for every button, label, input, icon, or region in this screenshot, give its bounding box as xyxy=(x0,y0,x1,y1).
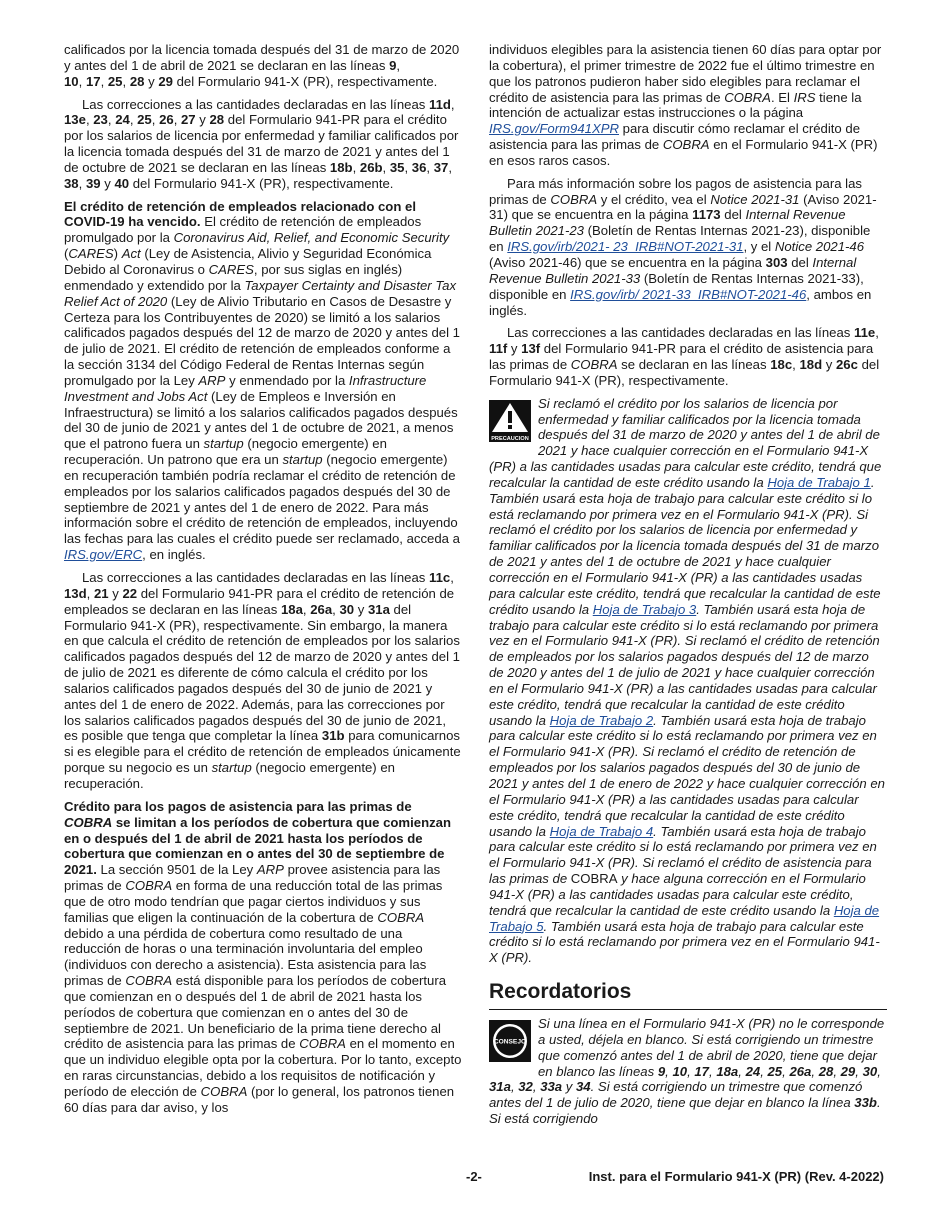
link-worksheet-1[interactable]: Hoja de Trabajo 1 xyxy=(767,474,871,490)
tip-icon-label: CONSEJO xyxy=(493,1038,527,1046)
link-form941xpr[interactable]: IRS.gov/Form941XPR xyxy=(489,121,619,137)
heading-erc: El crédito de retención de empleados relacionado con el COVID-19 ha vencido. xyxy=(64,198,416,230)
paragraph-right-3: Las correcciones a las cantidades declaradas en las líneas 11e, 11f y 13f del Formulario 941-PR para el crédito de asistencia para las primas de COBRA se declaran en las líneas 18c, 18d y 26c del Formulario 941-X (PR), respectivamente. xyxy=(489,325,880,388)
link-worksheet-3[interactable]: Hoja de Trabajo 3 xyxy=(592,601,697,617)
tip-note xyxy=(489,1016,887,1127)
paragraph-right-2: Para más información sobre los pagos de asistencia para las primas de COBRA y el crédito, vea el Notice 2021-31 (Aviso 2021-31) que se encuentra en la página 1173 del Internal Revenue Bulletin 2021-23 (Boletín de Rentas Internas 2021-23), disponible en IRS.gov/irb/2021- 23_IRB#NOT-2021-31, y el Notice 2021-46 (Aviso 2021-46) que se encuentra en la página 303 del Internal Revenue Bulletin 2021-33 (Boletín de Rentas Internas 2021-33), disponible en IRS.gov/irb/ 2021-33_IRB#NOT-2021-46, ambos en inglés. xyxy=(489,175,877,318)
paragraph-left-4: Las correcciones a las cantidades declaradas en las líneas 11c, 13d, 21 y 22 del Formulario 941-PR para el crédito de retención de empleados se declaran en las líneas 18a, 26a, 30 y 31a del Formulario 941-X (PR), respectivamente. Sin embargo, la manera en que calcula el crédito de retención de empleados por los salarios calificados pagados después del 12 de marzo de 2020 y antes del 1 de julio de 2021 es diferente de cómo calcula el crédito por los salarios calificados pagados después del 30 de junio de 2021 y antes del 1 de enero de 2022. Además, para las correcciones por los salarios calificados pagados después del 30 de junio de 2021, es posible que tenga que completar la línea 31b para comunicarnos si es elegible para el crédito de retención de empleados únicamente porque su negocio es un startup (negocio emergente) en recuperación. xyxy=(64,570,461,791)
link-worksheet-2[interactable]: Hoja de Trabajo 2 xyxy=(549,712,654,728)
paragraph-left-erc: El crédito de retención de empleados relacionado con el COVID-19 ha vencido. El crédito de retención de empleados promulgado por la Coronavirus Aid, Relief, and Economic Security (CARES) Act (Ley de Asistencia, Alivio y Seguridad Económica Debido al Coronavirus o CARES, por sus siglas en inglés) enmendado y extendido por la Taxpayer Certainty and Disaster Tax Relief Act of 2020 (Ley de Alivio Tributario en Casos de Desastre y Certeza para los Contribuyentes de 2020) se limitó a los salarios calificados pagados después del 12 de marzo de 2020 y antes del 1 de julio de 2021. El crédito de retención de empleados conforme a la sección 3134 del Código Federal de Rentas Internas según promulgado por la Ley ARP y enmendado por la Infrastructure Investment and Jobs Act (Ley de Empleos e Inversión en Infraestructura) se limitó a los salarios calificados pagados después del 30 de junio de 2021 y antes del 1 de octubre de 2021, a menos que el patrono fuera un startup (negocio emergente) en recuperación. Un patrono que era un startup (negocio emergente) en recuperación también podría reclamar el crédito de retención de empleados por los salarios calificados pagados después del 30 de septiembre de 2021 y antes del 1 de enero de 2022. Para más información sobre el crédito de retención de empleados, incluyendo las fechas para las cuales el crédito puede ser reclamado, acceda a IRS.gov/ERC, en inglés. xyxy=(64,198,460,563)
right-column xyxy=(489,42,887,1127)
link-worksheet-4[interactable]: Hoja de Trabajo 4 xyxy=(549,823,654,839)
paragraph-right-1: individuos elegibles para la asistencia tienen 60 días para optar por la cobertura), el primer trimestre de 2022 fue el último trimestre en que los patronos pudieron haber sido elegibles para reclamar el crédito de asistencia para las primas de COBRA. El IRS tiene la intención de actualizar estas instrucciones o la página IRS.gov/Form941XPR para discutir cómo reclamar el crédito de asistencia para las primas de COBRA en el Formulario 941-X (PR) en esos raros casos. xyxy=(489,42,882,168)
caution-icon-label: PRECAUCION xyxy=(491,435,529,442)
left-column xyxy=(64,42,462,1123)
tip-icon xyxy=(489,1020,531,1062)
heading-cobra: Crédito para los pagos de asistencia para las primas de COBRA se limitan a los períodos de cobertura que comienzan en o después del 1 de abril de 2021 hasta los períodos de cobertura que comienzan en o antes del 30 de septiembre de 2021. xyxy=(64,798,452,878)
caution-text: Si reclamó el crédito por los salarios de licencia por enfermedad y familiar calificados por la licencia tomada después del 31 de marzo de 2020 y antes del 1 de abril de 2021 y hace cualquier corrección en el Formulario 941-X (PR) a las cantidades usadas para calcular este crédito, tendrá que recalcular la cantidad de este crédito usando la Hoja de Trabajo 1. También usará esta hoja de trabajo para calcular este crédito si lo está reclamando por primera vez en el Formulario 941-X (PR). Si reclamó el crédito por los salarios de licencia por enfermedad y familiar calificados por la licencia tomada después del 31 de marzo de 2021 y antes del 1 de octubre de 2021 y hace cualquier corrección en el Formulario 941-X (PR) a las cantidades usadas para calcular este crédito, tendrá que recalcular la cantidad de este crédito usando la Hoja de Trabajo 3. También usará esta hoja de trabajo para calcular este crédito si lo está reclamando por primera vez en el Formulario 941-X (PR). Si reclamó el crédito de retención de empleados por los salarios pagados después del 12 de marzo de 2020 y antes del 1 de julio de 2021 y hace cualquier corrección en el Formulario 941-X (PR) a las cantidades usadas para calcular este crédito, tendrá que recalcular la cantidad de este crédito usando la Hoja de Trabajo 2. También usará esta hoja de trabajo para calcular este crédito si lo está reclamando por primera vez en el Formulario 941-X (PR). Si reclamó el crédito de retención de empleados por los salarios pagados después del 30 de junio de 2021 y antes del 1 de enero de 2022 y hace cualquier corrección en el Formulario 941-X (PR) a las cantidades usadas para calcular este crédito, tendrá que recalcular la cantidad de este crédito usando la Hoja de Trabajo 4. También usará esta hoja de trabajo para calcular este crédito si lo está reclamando por primera vez en el Formulario 941-X (PR). Si reclamó el crédito de asistencia para las primas de COBRA y hace alguna corrección en el Formulario 941-X (PR) a las cantidades usadas para calcular este crédito, tendrá que recalcular la cantidad de este crédito usando la Hoja de Trabajo 5. También usará esta hoja de trabajo para calcular este crédito si lo está reclamando por primera vez en el Formulario 941-X (PR). xyxy=(489,395,885,966)
link-irb-2021-23[interactable]: IRS.gov/irb/2021- 23_IRB#NOT-2021-31 xyxy=(507,239,744,255)
link-irs-erc[interactable]: IRS.gov/ERC xyxy=(64,547,143,563)
link-irb-2021-33[interactable]: IRS.gov/irb/ 2021-33_IRB#NOT-2021-46 xyxy=(570,286,807,302)
paragraph-left-cobra: Crédito para los pagos de asistencia para las primas de COBRA se limitan a los períodos de cobertura que comienzan en o después del 1 de abril de 2021 hasta los períodos de cobertura que comienzan en o antes del 30 de septiembre de 2021. La sección 9501 de la Ley ARP provee asistencia para las primas de COBRA en forma de una reducción total de las primas que de otro modo tendrían que pagar ciertos individuos y sus familias que eligen la continuación de la cobertura de COBRA debido a una pérdida de cobertura como resultado de una reducción de horas o una terminación involuntaria del empleo (individuos con derecho a asistencia). Esta asistencia para las primas de COBRA está disponible para los períodos de cobertura que comienzan en o después del 1 de abril de 2021 hasta los períodos de cobertura que comienzan en o antes del 30 de septiembre de 2021. Un beneficiario de la prima tiene derecho al crédito de asistencia para las primas de COBRA en el momento en que un individuo elegible opta por la cobertura. Por lo tanto, excepto en raras circunstancias, debido a los requisitos de notificación y período de elección de COBRA (por lo general, los patronos tienen 60 días para dar aviso, y los xyxy=(64,798,462,1115)
caution-icon xyxy=(489,400,531,442)
paragraph-left-2: Las correcciones a las cantidades declaradas en las líneas 11d, 13e, 23, 24, 25, 26, 27 y 28 del Formulario 941-PR para el crédito por los salarios de licencia por enfermedad y familiar calificados por la licencia tomada después del 31 de marzo de 2021 y antes del 1 de octubre de 2021 se declaran en las líneas 18b, 26b, 35, 36, 37, 38, 39 y 40 del Formulario 941-X (PR), respectivamente. xyxy=(64,96,459,191)
page-number: -2- xyxy=(466,1169,482,1184)
footer-title: Inst. para el Formulario 941-X (PR) (Rev. 4-2022) xyxy=(588,1169,884,1184)
tip-text: Si una línea en el Formulario 941-X (PR) no le corresponde a usted, déjela en blanco. Si está corrigiendo un trimestre que comenzó antes del 1 de abril de 2020, tiene que dejar en blanco las líneas 9, 10, 17, 18a, 24, 25, 26a, 28, 29, 30, 31a, 32, 33a y 34. Si está corrigiendo un trimestre que comenzó antes del 1 de julio de 2020, tiene que dejar en blanco la línea 33b. Si está corrigiendo xyxy=(489,1016,885,1127)
link-worksheet-5[interactable]: Hoja de Trabajo 5 xyxy=(489,902,880,934)
paragraph-left-1: calificados por la licencia tomada después del 31 de marzo de 2020 y antes del 1 de abril de 2021 se declaran en las líneas 9, 10, 17, 25, 28 y 29 del Formulario 941-X (PR), respectivamente. xyxy=(64,42,460,89)
caution-note xyxy=(489,396,887,966)
section-title-recordatorios: Recordatorios xyxy=(489,980,887,1010)
